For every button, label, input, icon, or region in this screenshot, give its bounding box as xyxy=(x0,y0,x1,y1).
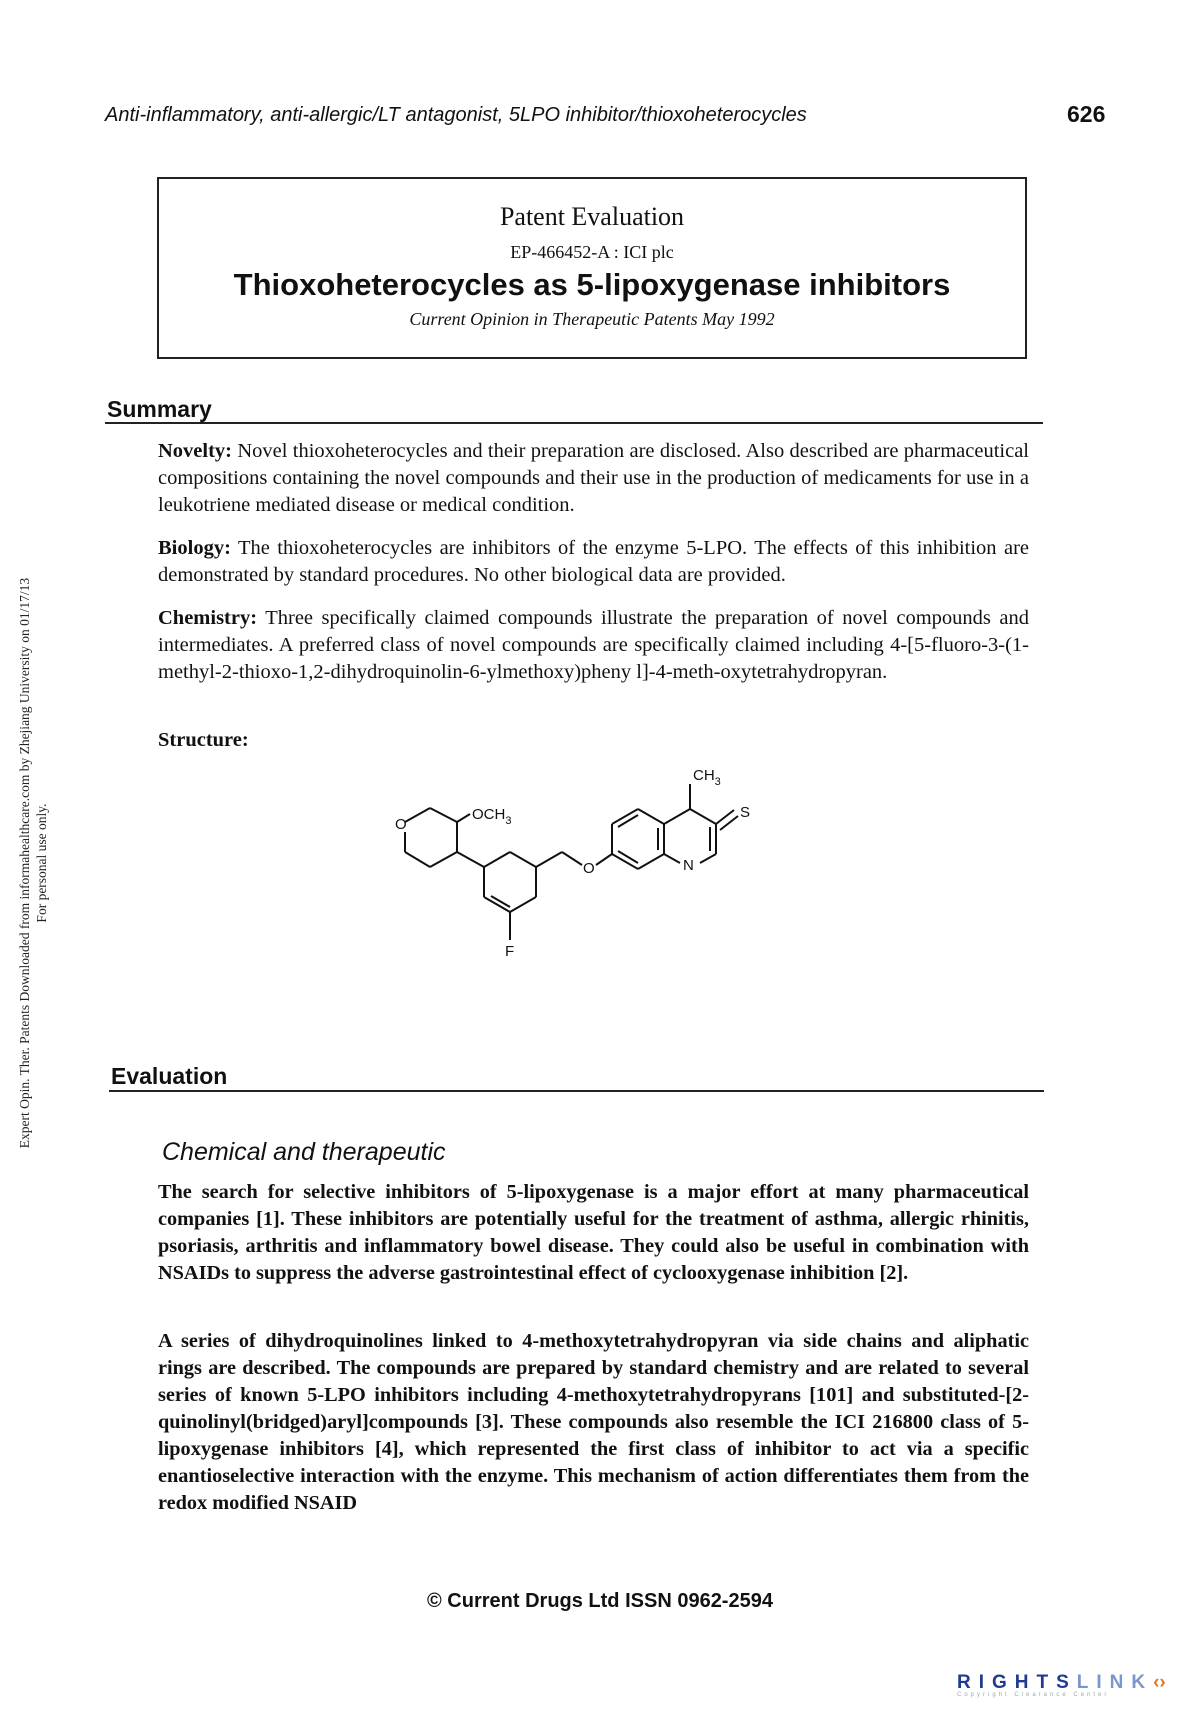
summary-rule xyxy=(105,422,1043,424)
download-notice xyxy=(16,438,50,1288)
novelty-label: Novelty: xyxy=(158,440,233,462)
bond xyxy=(638,809,664,824)
bond xyxy=(405,808,430,822)
rightslink-link: LINK xyxy=(1076,1672,1154,1693)
page-number: 626 xyxy=(1067,101,1106,127)
ring-oxygen-atom: O xyxy=(395,816,407,833)
bond xyxy=(510,897,536,912)
bond xyxy=(596,854,612,865)
fluorine-atom: F xyxy=(505,943,515,960)
rightslink-logo xyxy=(957,1672,1187,1698)
structure-label: Structure: xyxy=(158,729,249,751)
bond xyxy=(430,808,457,822)
chemistry-paragraph xyxy=(158,605,1029,686)
chemistry-label: Chemistry: xyxy=(158,607,258,629)
chemical-structure xyxy=(360,770,780,980)
bond xyxy=(664,809,690,824)
summary-heading: Summary xyxy=(107,396,212,422)
rightslink-subtitle: Copyright Clearance Center xyxy=(957,1692,1110,1698)
bond xyxy=(536,852,562,867)
biology-text: The thioxoheterocycles are inhibitors of the enzyme 5-LPO. The effects of this inhibition are demonstrated by standard procedures. No other biological data are provided. xyxy=(158,537,1029,586)
novelty-paragraph xyxy=(158,438,1029,519)
methyl-subscript: 3 xyxy=(714,776,721,788)
evaluation-subheading: Chemical and therapeutic xyxy=(162,1138,446,1166)
bond xyxy=(618,851,638,863)
copyright-footer: © Current Drugs Ltd ISSN 0962-2594 xyxy=(427,1590,773,1612)
bond xyxy=(700,854,716,863)
chemistry-text: Three specifically claimed compounds illustrate the preparation of novel compounds and intermediates. A preferred class of novel compounds are specifically claimed including 4-[5-fluoro-3-(1-methyl-2-thioxo-1,2-dihydroquinolin-6-ylmethoxy)pheny l]-4-meth-oxytetrahydropyran. xyxy=(158,607,1029,683)
bond xyxy=(430,852,457,867)
bond xyxy=(484,852,510,867)
evaluation-heading: Evaluation xyxy=(111,1063,228,1089)
novelty-text: Novel thioxoheterocycles and their preparation are disclosed. Also described are pharmaceutical compositions containing the novel compounds and their use in the production of medicaments for use in a leukotriene mediated disease or medical condition. xyxy=(158,440,1029,516)
bond xyxy=(562,852,582,865)
evaluation-paragraph-1: The search for selective inhibitors of 5-lipoxygenase is a major effort at many pharmaceutical companies [1]. These inhibitors are potentially useful for the treatment of asthma, allergic rhinitis, psoriasis, arthritis and inflammatory bowel disease. They could also be useful in combination with NSAIDs to suppress the adverse gastrointestinal effect of cyclooxygenase inhibition [2]. xyxy=(158,1181,1029,1284)
biology-label: Biology: xyxy=(158,537,231,559)
methyl-text: CH xyxy=(693,770,715,784)
bond xyxy=(457,852,484,867)
box-label: Patent Evaluation xyxy=(499,202,685,231)
evaluation-rule xyxy=(109,1090,1044,1092)
bond xyxy=(405,852,430,867)
bond xyxy=(457,814,470,822)
nitrogen-atom: N xyxy=(683,857,694,874)
journal-citation: Current Opinion in Therapeutic Patents May 1992 xyxy=(409,309,775,329)
methoxy-subscript: 3 xyxy=(505,815,512,827)
rightslink-wordmark xyxy=(957,1672,1187,1694)
methoxy-group xyxy=(472,806,511,827)
linker-oxygen-atom: O xyxy=(583,860,595,877)
rightslink-arrows-icon: ‹› xyxy=(1153,1672,1166,1693)
bond xyxy=(510,852,536,867)
download-notice-line1: Expert Opin. Ther. Patents Downloaded from informahealthcare.com by Zhejiang University on 01/17/13 xyxy=(17,577,32,1149)
patent-number: EP-466452-A : ICI plc xyxy=(510,242,674,262)
bond xyxy=(491,896,510,907)
running-head: Anti-inflammatory, anti-allergic/LT antagonist, 5LPO inhibitor/thioxoheterocycles xyxy=(105,104,807,126)
patent-evaluation-box xyxy=(157,177,1027,359)
methyl-group xyxy=(693,770,721,788)
biology-paragraph xyxy=(158,535,1029,589)
download-notice-line2: For personal use only. xyxy=(34,803,49,923)
bond xyxy=(690,809,716,824)
methoxy-text: OCH xyxy=(472,806,506,823)
evaluation-paragraph-2: A series of dihydroquinolines linked to 4-methoxytetrahydropyran via side chains and aliphatic rings are described. The compounds are prepared by standard chemistry and are related to several series of known 5-LPO inhibitors including 4-methoxytetrahydropyrans [101] and substituted-[2-quinolinyl(bridged)aryl]compounds [3]. These compounds also resemble the ICI 216800 class of 5-lipoxygenase inhibitors [4], which represented the first class of inhibitor to act via a specific enantioselective interaction with the enzyme. This mechanism of action differentiates them from the redox modified NSAID xyxy=(158,1330,1029,1514)
bond xyxy=(638,854,664,869)
bond xyxy=(618,815,638,827)
bond xyxy=(664,854,680,863)
sulfur-atom: S xyxy=(740,804,751,821)
article-title: Thioxoheterocycles as 5-lipoxygenase inhibitors xyxy=(233,267,951,302)
rightslink-rights: RIGHTS xyxy=(957,1672,1077,1693)
